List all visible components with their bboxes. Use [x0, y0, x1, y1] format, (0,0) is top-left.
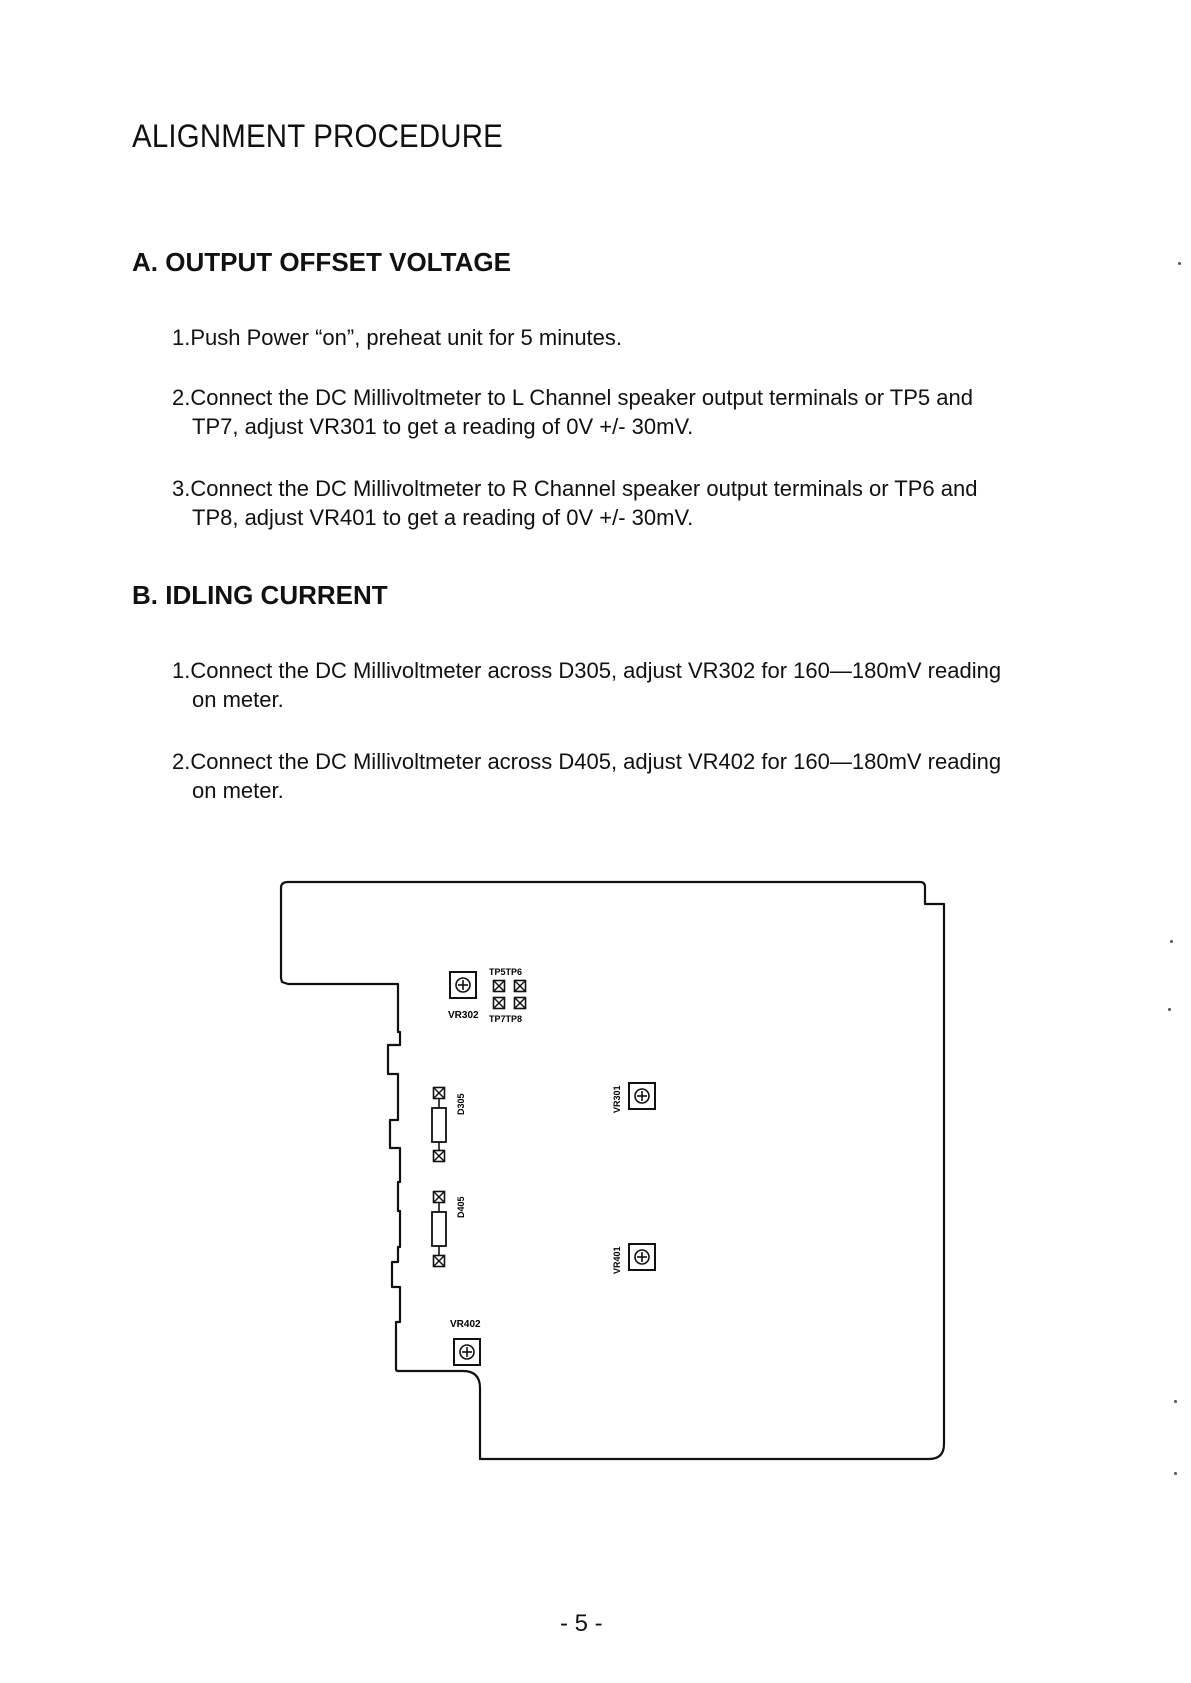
tp8-testpoint-icon [515, 998, 526, 1009]
scan-speck [1174, 1472, 1177, 1475]
board-outline [281, 882, 944, 1459]
step-a3-line1: 3.Connect the DC Millivoltmeter to R Channel speaker output terminals or TP6 and [172, 476, 978, 501]
vr401-trimpot-icon [629, 1244, 655, 1270]
tp7-testpoint-icon [494, 998, 505, 1009]
step-a3 [172, 474, 1082, 532]
step-b1 [172, 656, 1082, 714]
vr402-label: VR402 [450, 1319, 481, 1330]
scan-speck [1178, 262, 1181, 265]
d305-diode-icon [432, 1088, 446, 1162]
vr302-label: VR302 [448, 1010, 479, 1021]
tp6-testpoint-icon [515, 981, 526, 992]
step-b2-line2: on meter. [192, 778, 284, 803]
step-b2-line1: 2.Connect the DC Millivoltmeter across D405, adjust VR402 for 160—180mV reading [172, 749, 1002, 774]
d305-label: D305 [456, 1093, 466, 1115]
step-a2-line1: 2.Connect the DC Millivoltmeter to L Channel speaker output terminals or TP5 and [172, 385, 973, 410]
scan-speck [1170, 940, 1173, 943]
step-b1-line2: on meter. [192, 687, 284, 712]
vr301-trimpot-icon [629, 1083, 655, 1109]
scan-speck [1168, 1008, 1171, 1011]
step-a3-line2: TP8, adjust VR401 to get a reading of 0V +/- 30mV. [192, 505, 694, 530]
vr302-trimpot-icon [450, 972, 476, 998]
tp5-testpoint-icon [494, 981, 505, 992]
step-a1-line1: 1.Push Power “on”, preheat unit for 5 minutes. [172, 325, 623, 350]
page-number: - 5 - [560, 1610, 603, 1637]
section-heading-idling-current: B. IDLING CURRENT [132, 580, 388, 610]
d405-label: D405 [456, 1196, 466, 1218]
d405-diode-icon [432, 1192, 446, 1267]
step-a2-line2: TP7, adjust VR301 to get a reading of 0V +/- 30mV. [192, 414, 694, 439]
scan-speck [1174, 1400, 1177, 1403]
step-b2 [172, 747, 1082, 805]
vr402-trimpot-icon [454, 1339, 480, 1365]
page-title: ALIGNMENT PROCEDURE [132, 118, 504, 154]
tp5-tp6-label: TP5TP6 [489, 967, 523, 977]
step-a1 [172, 323, 1082, 352]
vr301-label: VR301 [612, 1085, 622, 1113]
vr401-label: VR401 [612, 1246, 622, 1274]
step-a2 [172, 383, 1082, 441]
step-b1-line1: 1.Connect the DC Millivoltmeter across D305, adjust VR302 for 160—180mV reading [172, 658, 1002, 683]
section-heading-output-offset: A. OUTPUT OFFSET VOLTAGE [132, 247, 511, 277]
tp7-tp8-label: TP7TP8 [489, 1014, 523, 1024]
